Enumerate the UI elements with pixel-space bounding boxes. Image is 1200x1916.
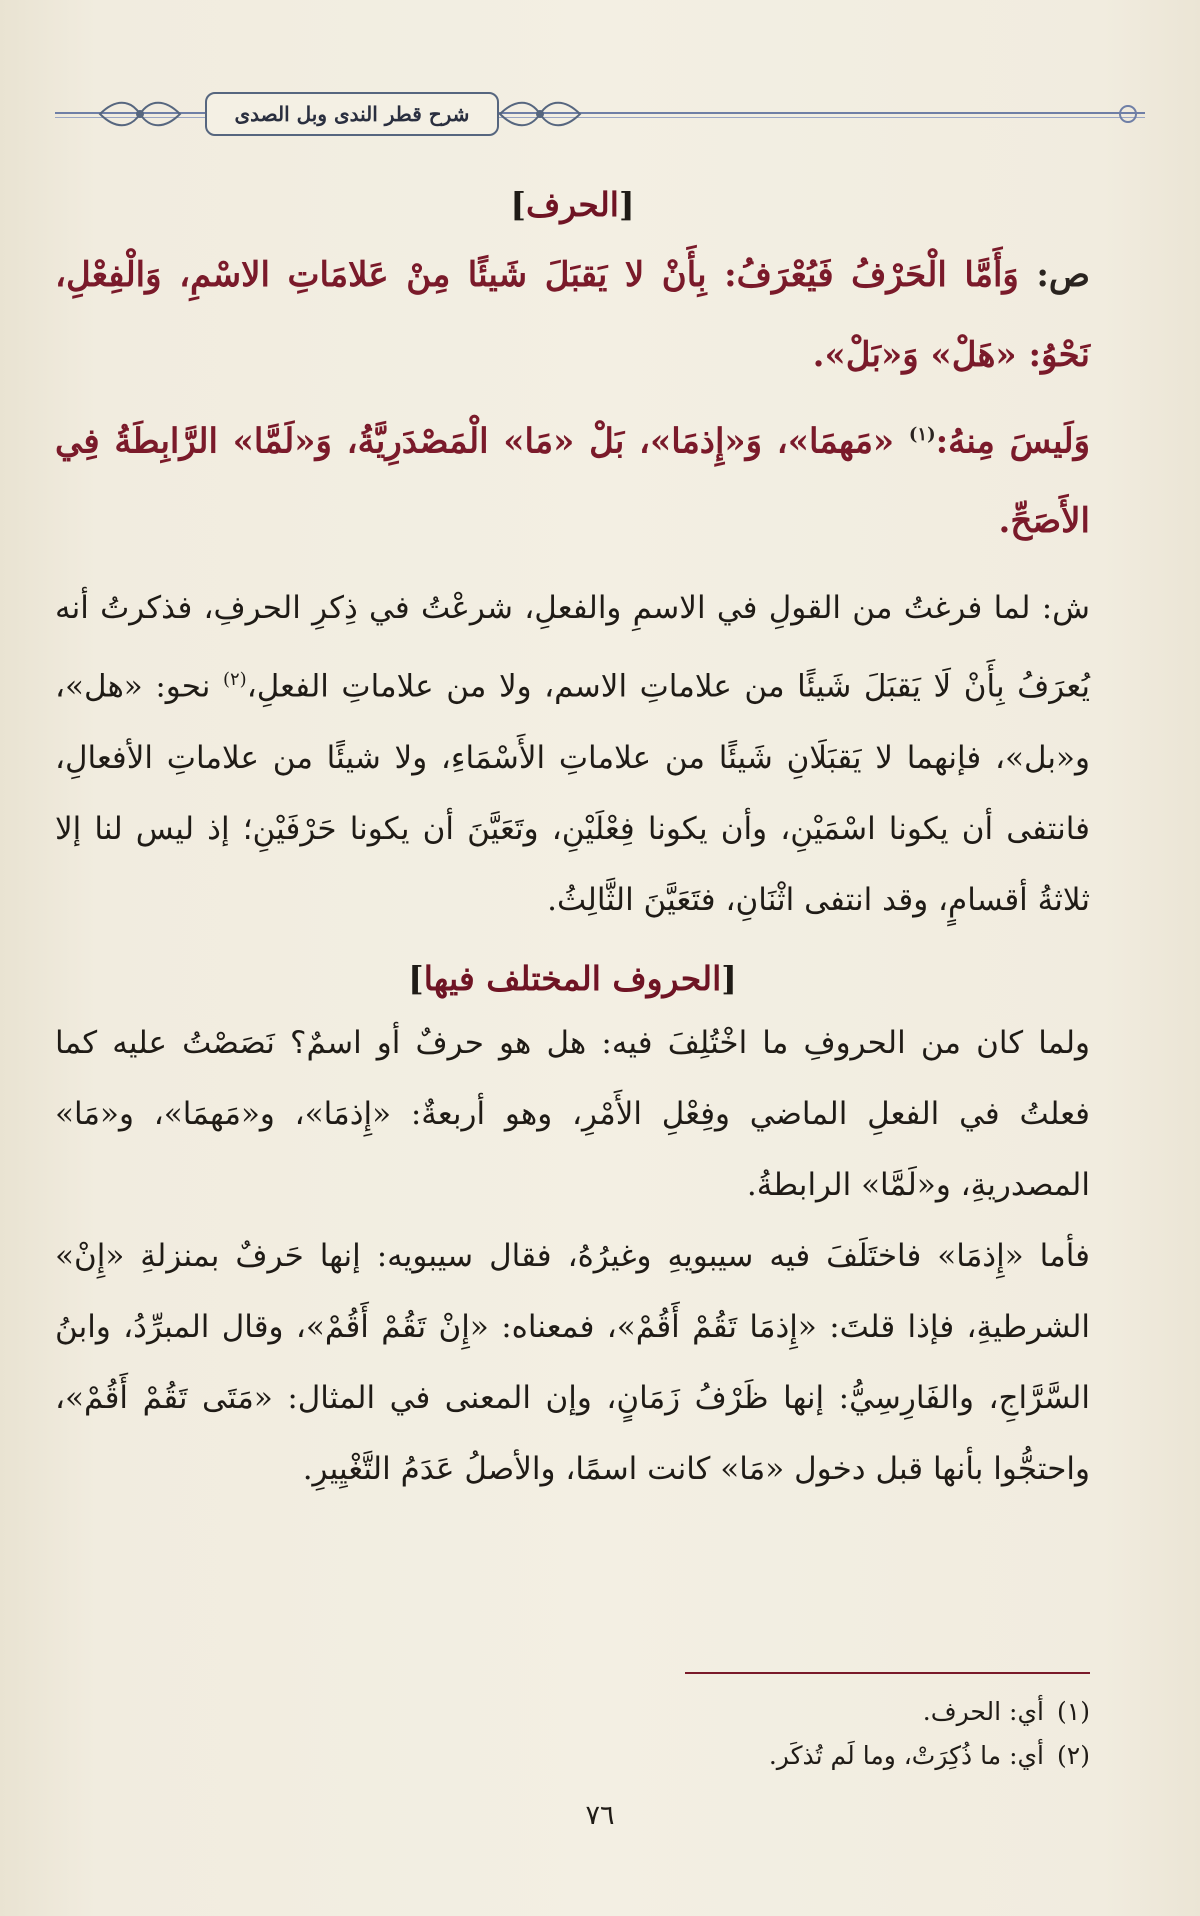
sharh-text: نحو: «هل»، و«بل»، فإنهما لا يَقبَلَانِ شَيئًا من علاماتِ الأَسْمَاءِ، ولا شيئًا من علاماتِ الأفعالِ، فانتفى أن يكونا اسْمَيْنِ، وأن يكونا فِعْلَيْنِ، وتَعَيَّنَ أن يكونا حَرْفَيْنِ؛ إذ ليس لنا إلا ثلاثةُ أقسامٍ، وقد انتفى اثْنَانِ، فتَعَيَّنَ الثَّالِثُ. xyxy=(55,668,1090,918)
section-heading-text: الحروف المختلف فيها xyxy=(423,958,722,998)
footnote-text: أي: ما ذُكِرَتْ، وما لَم تُذكَر. xyxy=(768,1741,1044,1770)
matn-paragraph-1 xyxy=(55,235,1090,395)
sharh-paragraph-1 xyxy=(55,573,1090,935)
footnote-text: أي: الحرف. xyxy=(922,1697,1044,1726)
section-heading-text: الحرف xyxy=(526,185,619,224)
footnote-ref: (٢) xyxy=(222,669,247,691)
main-text xyxy=(55,175,1090,1505)
section-heading: [الحروف المختلف فيها] xyxy=(408,958,737,998)
matn-label: ص: xyxy=(1018,255,1090,295)
matn-text: وَأَمَّا الْحَرْفُ فَيُعْرَفُ: بِأَنْ لا يَقبَلَ شَيئًا مِنْ عَلامَاتِ الاسْمِ، وَالْفِعْلِ، xyxy=(55,255,1019,295)
footnote xyxy=(769,1734,1090,1778)
footnote-number: (١) xyxy=(1057,1697,1090,1726)
sharh-paragraph-2: ولما كان من الحروفِ ما اخْتُلِفَ فيه: هل هو حرفٌ أو اسمٌ؟ نَصَصْتُ عليه كما فعلتُ في الفعلِ الماضي وفِعْلِ الأَمْرِ، وهو أربعةٌ: «إِذمَا»، و«مَهمَا»، و«مَا» المصدريةِ، و«لَمَّا» الرابطةُ. xyxy=(55,1024,1090,1203)
ornament-icon xyxy=(495,94,585,134)
ornament-icon xyxy=(95,94,185,134)
ornament-dot-icon xyxy=(1119,105,1137,123)
matn-text: «مَهمَا»، وَ«إِذمَا»، بَلْ «مَا» الْمَصْدَرِيَّةُ، وَ«لَمَّا» الرَّابِطَةُ فِي الأَصَحِّ. xyxy=(55,421,1090,542)
book-title: شرح قطر الندى وبل الصدى xyxy=(205,92,499,136)
footnote-ref: (١) xyxy=(908,424,936,445)
page-number: ٧٦ xyxy=(585,1800,615,1831)
footnote-number: (٢) xyxy=(1057,1741,1090,1770)
footnotes xyxy=(769,1690,1090,1778)
matn-text: نَحْوُ: «هَلْ» وَ«بَلْ». xyxy=(812,335,1090,375)
sharh-paragraph-3: فأما «إِذمَا» فاختَلَفَ فيه سيبويهِ وغيرُهُ، فقال سيبويه: إنها حَرفٌ بمنزلةِ «إِنْ» الشرطيةِ، فإذا قلتَ: «إِذمَا تَقُمْ أَقُمْ»، فمعناه: «إِنْ تَقُمْ أَقُمْ»، وقال المبرِّدُ، وابنُ السَّرَّاجِ، والفَارِسِيُّ: إنها ظَرْفُ زَمَانٍ، وإن المعنى في المثال: «مَتَى تَقُمْ أَقُمْ»، واحتجُّوا بأنها قبل دخول «مَا» كانت اسمًا، والأصلُ عَدَمُ التَّغْيِيرِ. xyxy=(55,1237,1090,1487)
matn-paragraph-2 xyxy=(55,395,1090,561)
running-header xyxy=(55,80,1145,144)
footnote-separator xyxy=(685,1672,1090,1674)
footnote xyxy=(769,1690,1090,1734)
sharh-text: ش: لما فرغتُ من القولِ في الاسمِ والفعلِ، شرعْتُ في ذِكرِ الحرفِ، فذكرتُ أنه يُعرَفُ بِأَنْ لَا يَقبَلَ شَيئًا من علاماتِ الاسم، ولا من علاماتِ الفعلِ، xyxy=(55,590,1090,705)
section-heading: [الحرف] xyxy=(510,185,635,224)
matn-text: وَلَيسَ مِنهُ: xyxy=(935,421,1090,462)
